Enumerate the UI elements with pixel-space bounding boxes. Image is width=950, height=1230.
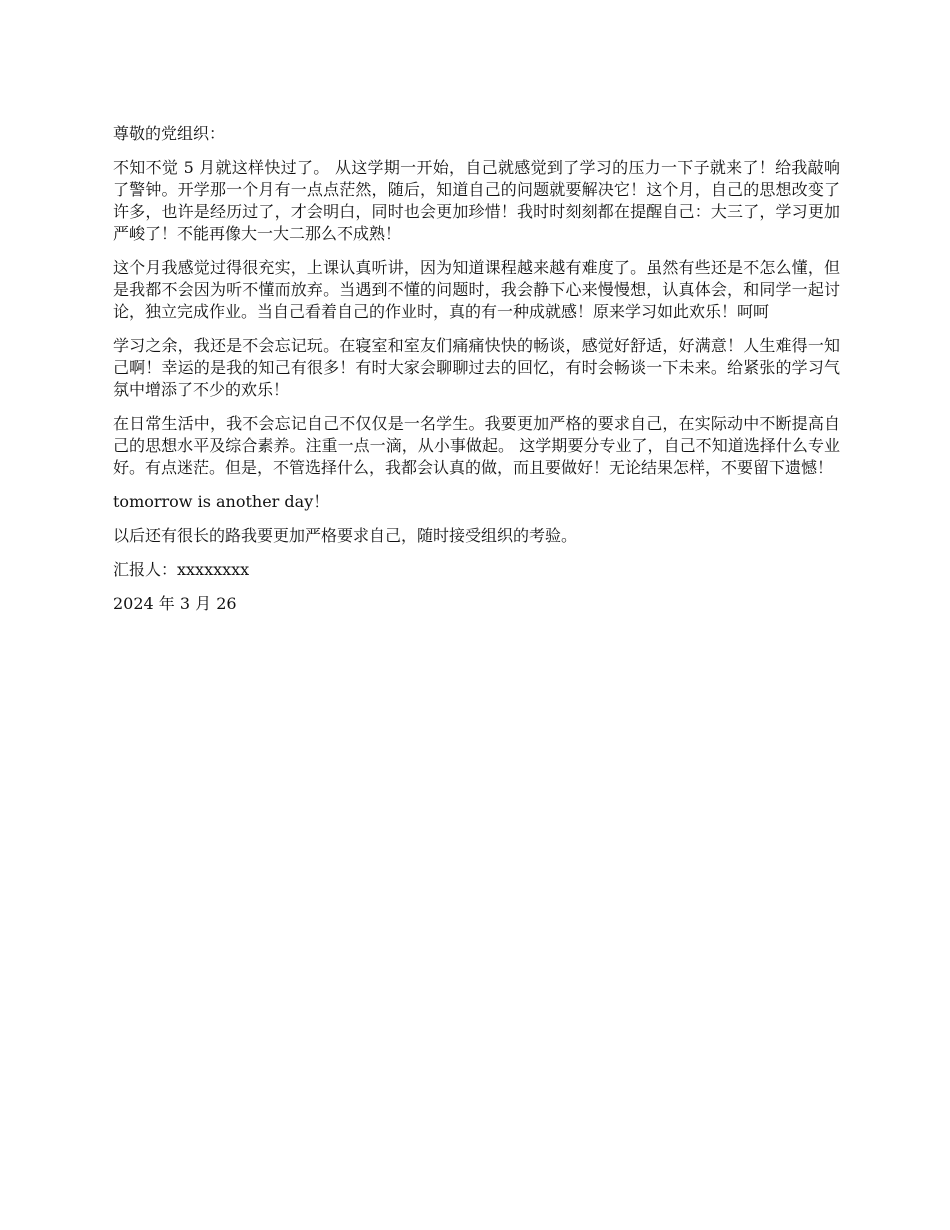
report-date: 2024 年 3 月 26 xyxy=(113,594,237,613)
paragraph-6: 以后还有很长的路我要更加严格要求自己，随时接受组织的考验。 xyxy=(113,526,578,545)
paragraph-2: 这个月我感觉过得很充实，上课认真听讲，因为知道课程越来越有难度了。虽然有些还是不怎么懂，但是我都不会因为听不懂而放弃。当遇到不懂的问题时，我会静下心来慢慢想，认真体会，和同学一起讨论，独立完成作业。当自己看着自己的作业时，真的有一种成就感！原来学习如此欢乐！呵呵 xyxy=(113,258,840,321)
paragraph-4: 在日常生活中，我不会忘记自己不仅仅是一名学生。我要更加严格的要求自己，在实际动中不断提高自己的思想水平及综合素养。注重一点一滴，从小事做起。 这学期要分专业了，自己不知道选择什么专业好。有点迷茫。但是，不管选择什么，我都会认真的做，而且要做好！无论结果怎样，不要留下遗憾！ xyxy=(113,414,840,477)
salutation: 尊敬的党组织： xyxy=(113,124,226,143)
paragraph-1: 不知不觉 5 月就这样快过了。 从这学期一开始，自己就感觉到了学习的压力一下子就来了！给我敲响了警钟。开学那一个月有一点点茫然，随后，知道自己的问题就要解决它！这个月，自己的思想改变了许多，也许是经历过了，才会明白，同时也会更加珍惜！我时时刻刻都在提醒自己：大三了，学习更加严峻了！不能再像大一大二那么不成熟！ xyxy=(113,158,840,243)
document-body xyxy=(113,123,840,615)
paragraph-5: tomorrow is another day！ xyxy=(113,492,330,511)
reporter-signature: 汇报人：xxxxxxxx xyxy=(113,560,250,579)
paragraph-3: 学习之余，我还是不会忘记玩。在寝室和室友们痛痛快快的畅谈，感觉好舒适，好满意！人生难得一知己啊！幸运的是我的知己有很多！有时大家会聊聊过去的回忆，有时会畅谈一下未来。给紧张的学习气氛中增添了不少的欢乐！ xyxy=(113,336,840,399)
